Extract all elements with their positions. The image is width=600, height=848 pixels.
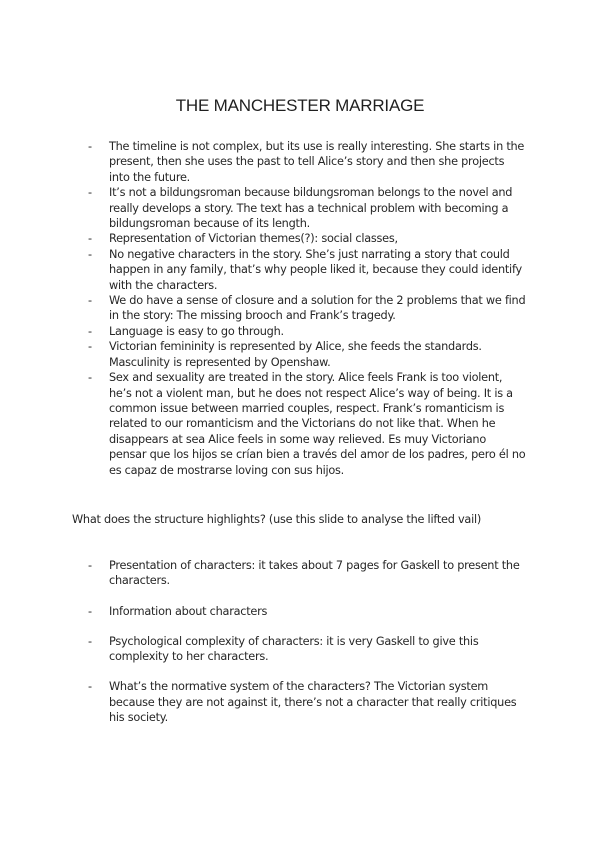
bullet-dash: - [88, 232, 92, 246]
structure-list [88, 558, 526, 740]
bullet-dash: - [88, 604, 92, 618]
list-item-text: Sex and sexuality are treated in the story. Alice feels Frank is too violent, he’s not a violent man, but he does not respect Alice’s way of being. It is a common issue between married couples, respect. Frank’s romanticism is related to our romanticism and the Victorians do not like that. When he disappears at sea Alice feels in some way relieved. Es muy Victoriano pensar que los hijos se crían bien a través del amor de los padres, pero él no es capaz de mostrarse loving con sus hijos. [109, 371, 526, 477]
list-item [88, 139, 526, 185]
list-item [88, 604, 526, 619]
list-item-text: Victorian femininity is represented by Alice, she feeds the standards. Masculinity is represented by Openshaw. [109, 340, 482, 369]
list-item [88, 339, 526, 370]
list-item-text: We do have a sense of closure and a solution for the 2 problems that we find in the story: The missing brooch and Frank’s tragedy. [109, 294, 526, 323]
list-item [88, 558, 526, 589]
list-item [88, 293, 526, 324]
list-item-text: Information about characters [109, 604, 268, 618]
bullet-dash: - [88, 186, 92, 200]
bullet-dash: - [88, 294, 92, 308]
bullet-dash: - [88, 340, 92, 354]
list-item [88, 679, 526, 725]
bullet-dash: - [88, 140, 92, 153]
list-item-text: It’s not a bildungsroman because bildungsroman belongs to the novel and really develops a story. The text has a technical problem with becoming a bildungsroman because of its length. [109, 186, 513, 231]
notes-list [88, 139, 526, 478]
page-title: THE MANCHESTER MARRIAGE [175, 96, 425, 115]
list-item-text: Presentation of characters: it takes about 7 pages for Gaskell to present the characters. [109, 559, 520, 588]
list-item-text: Psychological complexity of characters: it is very Gaskell to give this complexity to her characters. [109, 634, 479, 664]
bullet-dash: - [88, 371, 92, 385]
list-item [88, 185, 526, 231]
bullet-dash: - [88, 634, 92, 648]
structure-question: What does the structure highlights? (use this slide to analyse the lifted vail) [72, 513, 482, 526]
list-item [88, 231, 526, 246]
list-item-text: What’s the normative system of the characters? The Victorian system because they are not against it, there’s not a character that really critiques his society. [109, 680, 517, 725]
bullet-dash: - [88, 324, 92, 338]
bullet-dash: - [88, 559, 92, 572]
list-item [88, 370, 526, 478]
list-item [88, 247, 526, 293]
list-item-text: Language is easy to go through. [109, 324, 284, 338]
list-item [88, 324, 526, 339]
bullet-dash: - [88, 680, 92, 694]
bullet-dash: - [88, 247, 92, 261]
list-item [88, 634, 526, 665]
list-item-text: The timeline is not complex, but its use is really interesting. She starts in the present, then she uses the past to tell Alice’s story and then she projects into the future. [109, 140, 525, 184]
list-item-text: Representation of Victorian themes(?): social classes, [109, 232, 398, 246]
list-item-text: No negative characters in the story. She’s just narrating a story that could happen in any family, that’s why people liked it, because they could identify with the characters. [109, 247, 522, 292]
